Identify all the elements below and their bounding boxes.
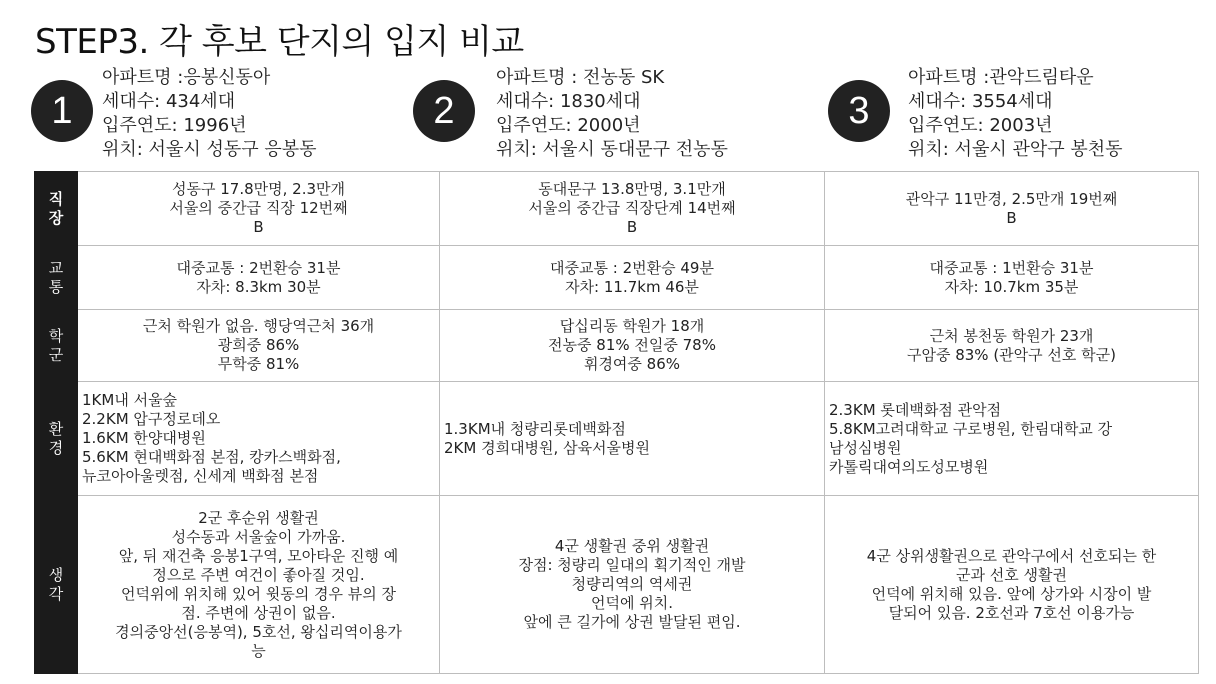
comparison-table — [34, 171, 1199, 674]
apartment-name: 아파트명 : 전농동 SK — [496, 67, 665, 88]
workplace-cell-3: 관악구 11만경, 2.5만개 19번째 B — [825, 172, 1199, 246]
candidate-number-badge: 3 — [828, 80, 890, 142]
location: 위치: 서울시 동대문구 전농동 — [496, 139, 728, 160]
row-header-workplace: 직 장 — [35, 172, 78, 246]
thoughts-cell-1: 2군 후순위 생활권 성수동과 서울숲이 가까움. 앞, 뒤 재건축 응봉1구역, 모아타운 진행 예 정으로 주변 여건이 좋아질 것임. 언덕위에 위치해 있어 윗동의 경우 뷰의 장 점. 주변에 상권이 없음. 경의중앙선(응봉역), 5호선, 왕십리역이용가 능 — [78, 496, 440, 674]
transport-cell-2: 대중교통 : 2번환승 49분 자차: 11.7km 46분 — [440, 246, 825, 310]
candidate-info — [496, 66, 728, 162]
table-row-school — [35, 310, 1199, 382]
move-in-year: 입주연도: 2000년 — [496, 115, 641, 136]
candidate-number-badge: 2 — [413, 80, 475, 142]
workplace-cell-1: 성동구 17.8만명, 2.3만개 서울의 중간급 직장 12번째 B — [78, 172, 440, 246]
household-count: 세대수: 434세대 — [102, 91, 236, 112]
household-count: 세대수: 1830세대 — [496, 91, 641, 112]
move-in-year: 입주연도: 1996년 — [102, 115, 247, 136]
row-header-transport: 교 통 — [35, 246, 78, 310]
page-title: STEP3. 각 후보 단지의 입지 비교 — [35, 22, 524, 62]
environment-cell-3: 2.3KM 롯데백화점 관악점 5.8KM고려대학교 구로병원, 한림대학교 강 남성심병원 카톨릭대여의도성모병원 — [825, 382, 1199, 496]
row-header-environment: 환 경 — [35, 382, 78, 496]
school-cell-2: 답십리동 학원가 18개 전농중 81% 전일중 78% 휘경여중 86% — [440, 310, 825, 382]
location: 위치: 서울시 성동구 응봉동 — [102, 139, 317, 160]
candidate-info — [102, 66, 317, 162]
candidate-number-badge: 1 — [31, 80, 93, 142]
environment-cell-1: 1KM내 서울숲 2.2KM 압구정로데오 1.6KM 한양대병원 5.6KM 현대백화점 본점, 캉카스백화점, 뉴코아아울렛점, 신세계 백화점 본점 — [78, 382, 440, 496]
household-count: 세대수: 3554세대 — [908, 91, 1053, 112]
workplace-cell-2: 동대문구 13.8만명, 3.1만개 서울의 중간급 직장단계 14번째 B — [440, 172, 825, 246]
move-in-year: 입주연도: 2003년 — [908, 115, 1053, 136]
table-row-thoughts — [35, 496, 1199, 674]
row-header-thoughts: 생 각 — [35, 496, 78, 674]
table-row-environment — [35, 382, 1199, 496]
row-header-school: 학 군 — [35, 310, 78, 382]
location: 위치: 서울시 관악구 봉천동 — [908, 139, 1123, 160]
table-row-workplace — [35, 172, 1199, 246]
candidate-info — [908, 66, 1123, 162]
thoughts-cell-3: 4군 상위생활권으로 관악구에서 선호되는 한 군과 선호 생활권 언덕에 위치해 있음. 앞에 상가와 시장이 발 달되어 있음. 2호선과 7호선 이용가능 — [825, 496, 1199, 674]
school-cell-3: 근처 봉천동 학원가 23개 구암중 83% (관악구 선호 학군) — [825, 310, 1199, 382]
table-row-transport — [35, 246, 1199, 310]
environment-cell-2: 1.3KM내 청량리롯데백화점 2KM 경희대병원, 삼육서울병원 — [440, 382, 825, 496]
transport-cell-3: 대중교통 : 1번환승 31분 자차: 10.7km 35분 — [825, 246, 1199, 310]
apartment-name: 아파트명 :응봉신동아 — [102, 67, 271, 88]
thoughts-cell-2: 4군 생활권 중위 생활권 장점: 청량리 일대의 획기적인 개발 청량리역의 역세권 언덕에 위치. 앞에 큰 길가에 상권 발달된 편임. — [440, 496, 825, 674]
apartment-name: 아파트명 :관악드림타운 — [908, 67, 1094, 88]
transport-cell-1: 대중교통 : 2번환승 31분 자차: 8.3km 30분 — [78, 246, 440, 310]
school-cell-1: 근처 학원가 없음. 행당역근처 36개 광희중 86% 무학중 81% — [78, 310, 440, 382]
